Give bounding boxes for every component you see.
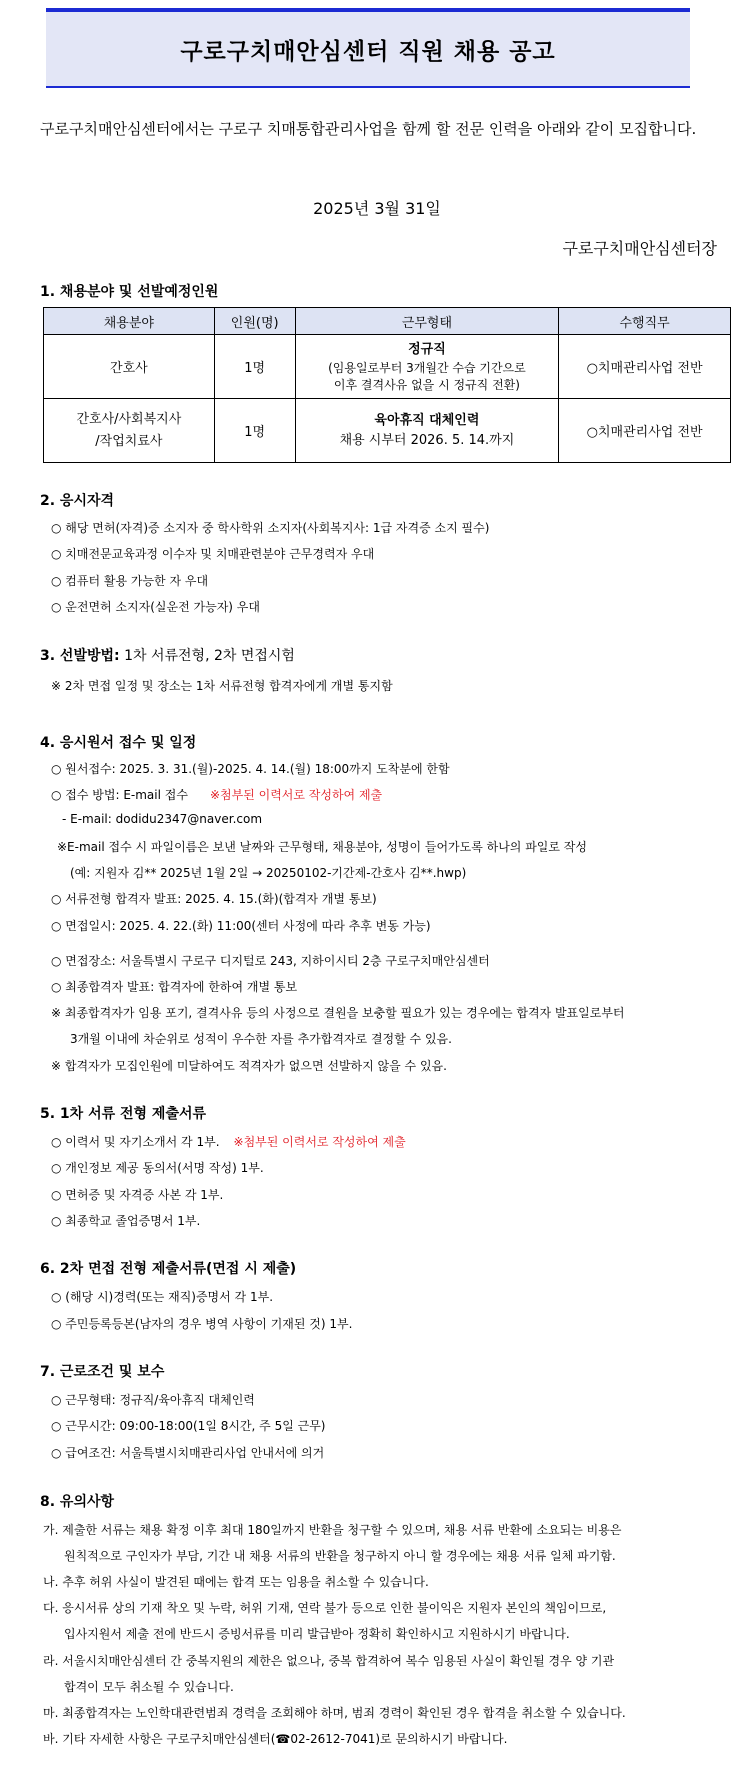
title-banner [46,8,690,88]
notice-item-cont: 합격이 모두 취소될 수 있습니다. [64,1680,234,1694]
item-text: ○ 접수 방법: E-mail 접수 [51,788,188,802]
field-line: 간호사/사회복지사 [76,411,182,427]
list-item: ○ 컴퓨터 활용 가능한 자 우대 [51,574,209,588]
cell-field [44,399,215,463]
section-5-heading: 5. 1차 서류 전형 제출서류 [40,1106,207,1122]
list-item: ○ 급여조건: 서울특별시치매관리사업 안내서에 의거 [51,1446,325,1460]
cell-duty: ○치매관리사업 전반 [559,399,731,463]
list-item [51,1133,406,1150]
list-item: ○ 최종합격자 발표: 합격자에 한하여 개별 통보 [51,980,298,994]
issuer: 구로구치매안심센터장 [562,239,717,258]
table-row [44,399,731,463]
section-1-heading: 1. 채용분야 및 선발예정인원 [40,284,219,300]
type-title: 육아휴직 대체인력 [374,412,480,428]
list-item: ○ 근무형태: 정규직/육아휴직 대체인력 [51,1393,255,1407]
list-item: ○ (해당 시)경력(또는 재직)증명서 각 1부. [51,1290,274,1304]
list-item: ○ 운전면허 소지자(실운전 가능자) 우대 [51,600,260,614]
section-7-heading: 7. 근로조건 및 보수 [40,1364,165,1380]
type-note: 이후 결격사유 없을 시 정규직 전환) [333,377,520,392]
note: 3개월 이내에 차순위로 성적이 우수한 자를 추가합격자로 결정할 수 있음. [70,1032,452,1046]
list-item: ○ 치매전문교육과정 이수자 및 치매관련분야 근무경력자 우대 [51,547,375,561]
list-item: ○ 근무시간: 09:00-18:00(1일 8시간, 주 5일 근무) [51,1419,326,1433]
type-note: (임용일로부터 3개월간 수습 기간으로 [328,360,526,375]
section-4-heading: 4. 응시원서 접수 및 일정 [40,735,197,751]
recruit-table [43,307,731,463]
list-item: ○ 주민등록등본(남자의 경우 병역 사항이 기재된 것) 1부. [51,1317,353,1331]
field-line: /작업치료사 [95,433,163,449]
attachment-note: ※첨부된 이력서로 작성하여 제출 [233,1135,406,1149]
section-3-heading [40,645,295,665]
type-title: 정규직 [408,341,446,357]
cell-type [295,335,559,399]
notice-item: 라. 서울시치매안심센터 간 중복지원의 제한은 없으나, 중복 합격하여 복수 임용된 사실이 확인될 경우 양 기관 [43,1654,615,1668]
section-8-heading: 8. 유의사항 [40,1494,115,1510]
list-item: ○ 원서접수: 2025. 3. 31.(월)-2025. 4. 14.(월) 18:00까지 도착분에 한함 [51,762,450,776]
col-header-count: 인원(명) [214,308,295,335]
col-header-field: 채용분야 [44,308,215,335]
notice-item: 마. 최종합격자는 노인학대관련범죄 경력을 조회해야 하며, 범죄 경력이 확인된 경우 합격을 취소할 수 있습니다. [43,1706,626,1720]
cell-count: 1명 [214,399,295,463]
list-item: ○ 최종학교 졸업증명서 1부. [51,1214,201,1228]
notice-item-cont: 입사지원서 제출 전에 반드시 증빙서류를 미리 발급받아 정확히 확인하시고 지원하시기 바랍니다. [64,1627,570,1641]
list-item: ○ 개인정보 제공 동의서(서명 작성) 1부. [51,1161,264,1175]
note: ※E-mail 접수 시 파일이름은 보낸 날짜와 근무형태, 채용분야, 성명이 들어가도록 하나의 파일로 작성 [57,840,587,854]
section-3-detail: 1차 서류전형, 2차 면접시험 [119,648,295,664]
notice-item: 가. 제출한 서류는 채용 확정 이후 최대 180일까지 반환을 청구할 수 있으며, 채용 서류 반환에 소요되는 비용은 [43,1523,622,1537]
notice-item-cont: 원칙적으로 구인자가 부담, 기간 내 채용 서류의 반환을 청구하지 아니 할 경우에는 채용 서류 일체 파기함. [64,1549,616,1563]
page-title: 구로구치매안심센터 직원 채용 공고 [180,38,556,65]
section-3-title: 3. 선발방법: [40,648,120,664]
list-item: ○ 해당 면허(자격)증 소지자 중 학사학위 소지자(사회복지사: 1급 자격증 소지 필수) [51,521,490,535]
section-2-heading: 2. 응시자격 [40,493,115,509]
table-header-row [44,308,731,335]
notice-item: 나. 추후 허위 사실이 발견된 때에는 합격 또는 임용을 취소할 수 있습니다. [43,1575,429,1589]
list-item: ○ 면허증 및 자격증 사본 각 1부. [51,1188,224,1202]
list-item: ○ 서류전형 합격자 발표: 2025. 4. 15.(화)(합격자 개별 통보) [51,892,377,906]
attachment-note: ※첨부된 이력서로 작성하여 제출 [209,788,383,802]
cell-count: 1명 [214,335,295,399]
type-note: 채용 시부터 2026. 5. 14.까지 [339,432,515,448]
cell-field: 간호사 [44,335,215,399]
cell-type [295,399,559,463]
list-item [51,786,382,803]
item-text: ○ 이력서 및 자기소개서 각 1부. [51,1135,220,1149]
intro-paragraph: 구로구치매안심센터에서는 구로구 치매통합관리사업을 함께 할 전문 인력을 아래와 같이 모집합니다. [40,120,697,138]
email-line: - E-mail: dodidu2347@naver.com [62,812,263,826]
list-item: ○ 면접일시: 2025. 4. 22.(화) 11:00(센터 사정에 따라 추후 변동 가능) [51,919,431,933]
note: ※ 합격자가 모집인원에 미달하여도 적격자가 없으면 선발하지 않을 수 있음. [51,1059,447,1073]
col-header-duty: 수행직무 [559,308,731,335]
note: ※ 2차 면접 일정 및 장소는 1차 서류전형 합격자에게 개별 통지함 [51,679,393,693]
notice-item: 다. 응시서류 상의 기재 착오 및 누락, 허위 기재, 연락 불가 등으로 인한 불이익은 지원자 본인의 책임이므로, [43,1601,607,1615]
note: ※ 최종합격자가 임용 포기, 결격사유 등의 사정으로 결원을 보충할 필요가 있는 경우에는 합격자 발표일로부터 [51,1006,625,1020]
section-6-heading: 6. 2차 면접 전형 제출서류(면접 시 제출) [40,1261,297,1277]
note: (예: 지원자 김** 2025년 1월 2일 → 20250102-기간제-간호사 김**.hwp) [70,866,467,880]
list-item: ○ 면접장소: 서울특별시 구로구 디지털로 243, 지하이시티 2층 구로구치매안심센터 [51,954,490,968]
table-row [44,335,731,399]
cell-duty: ○치매관리사업 전반 [559,335,731,399]
notice-date: 2025년 3월 31일 [313,199,441,218]
notice-item: 바. 기타 자세한 사항은 구로구치매안심센터(☎02-2612-7041)로 문의하시기 바랍니다. [43,1732,508,1746]
col-header-type: 근무형태 [295,308,559,335]
